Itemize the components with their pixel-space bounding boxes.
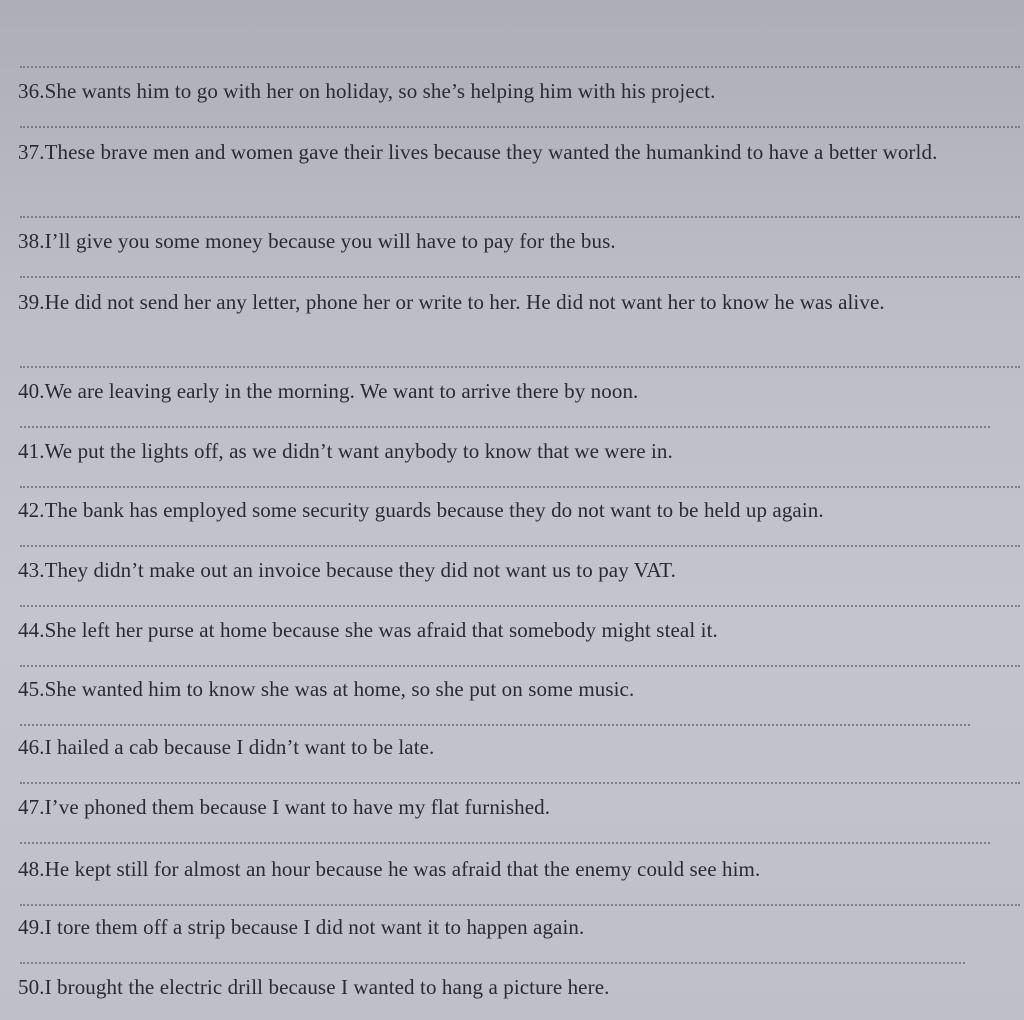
exercise-49: 49.I tore them off a strip because I did not want it to happen again. bbox=[18, 915, 585, 939]
exercise-number: 36 bbox=[18, 79, 40, 103]
exercise-text: She left her purse at home because she was afraid that somebody might steal it. bbox=[44, 618, 718, 642]
answer-line bbox=[20, 962, 965, 964]
exercise-number: 41 bbox=[18, 439, 40, 463]
answer-line bbox=[20, 782, 1020, 784]
exercise-44: 44.She left her purse at home because she was afraid that somebody might steal it. bbox=[18, 618, 718, 642]
answer-line bbox=[20, 545, 1020, 547]
exercise-text: I’ve phoned them because I want to have my flat furnished. bbox=[44, 795, 551, 819]
exercise-41: 41.We put the lights off, as we didn’t want anybody to know that we were in. bbox=[18, 439, 673, 463]
answer-line bbox=[20, 486, 1020, 488]
exercise-text: We put the lights off, as we didn’t want anybody to know that we were in. bbox=[44, 439, 673, 463]
answer-line bbox=[20, 904, 1020, 906]
exercise-number: 49 bbox=[18, 915, 40, 939]
exercise-43: 43.They didn’t make out an invoice because they did not want us to pay VAT. bbox=[18, 558, 676, 582]
exercise-number: 42 bbox=[18, 498, 40, 522]
exercise-48: 48.He kept still for almost an hour because he was afraid that the enemy could see him. bbox=[18, 857, 761, 881]
exercise-text: She wants him to go with her on holiday, so she’s helping him with his project. bbox=[44, 79, 716, 103]
exercise-36: 36.She wants him to go with her on holiday, so she’s helping him with his project. bbox=[18, 79, 716, 103]
exercise-text: The bank has employed some security guards because they do not want to be held up again. bbox=[44, 498, 824, 522]
exercise-40: 40.We are leaving early in the morning. We want to arrive there by noon. bbox=[18, 379, 639, 403]
exercise-text: These brave men and women gave their lives because they wanted the humankind to have a better world. bbox=[44, 140, 938, 164]
answer-line bbox=[20, 842, 990, 844]
exercise-text: He kept still for almost an hour because he was afraid that the enemy could see him. bbox=[44, 857, 761, 881]
exercise-text: I brought the electric drill because I wanted to hang a picture here. bbox=[44, 975, 610, 999]
exercise-46: 46.I hailed a cab because I didn’t want to be late. bbox=[18, 735, 435, 759]
exercise-number: 48 bbox=[18, 857, 40, 881]
exercise-number: 45 bbox=[18, 677, 40, 701]
exercise-39: 39.He did not send her any letter, phone her or write to her. He did not want her to know he was alive. bbox=[18, 290, 885, 314]
answer-line bbox=[20, 426, 990, 428]
exercise-45: 45.She wanted him to know she was at home, so she put on some music. bbox=[18, 677, 635, 701]
answer-line bbox=[20, 66, 1020, 68]
exercise-number: 40 bbox=[18, 379, 40, 403]
answer-line bbox=[20, 665, 1020, 667]
exercise-number: 44 bbox=[18, 618, 40, 642]
exercise-text: I’ll give you some money because you will have to pay for the bus. bbox=[44, 229, 616, 253]
exercise-number: 43 bbox=[18, 558, 40, 582]
exercise-50: 50.I brought the electric drill because I wanted to hang a picture here. bbox=[18, 975, 610, 999]
answer-line bbox=[20, 724, 970, 726]
exercise-text: I tore them off a strip because I did not want it to happen again. bbox=[44, 915, 585, 939]
answer-line bbox=[20, 276, 1020, 278]
exercise-number: 38 bbox=[18, 229, 40, 253]
exercise-text: They didn’t make out an invoice because they did not want us to pay VAT. bbox=[44, 558, 676, 582]
exercise-number: 37 bbox=[18, 140, 40, 164]
exercise-42: 42.The bank has employed some security guards because they do not want to be held up again. bbox=[18, 498, 824, 522]
answer-line bbox=[20, 605, 1020, 607]
exercise-text: I hailed a cab because I didn’t want to be late. bbox=[44, 735, 435, 759]
answer-line bbox=[20, 366, 1020, 368]
exercise-47: 47.I’ve phoned them because I want to have my flat furnished. bbox=[18, 795, 551, 819]
exercise-number: 50 bbox=[18, 975, 40, 999]
answer-line bbox=[20, 216, 1020, 218]
exercise-text: He did not send her any letter, phone her or write to her. He did not want her to know he was alive. bbox=[44, 290, 885, 314]
exercise-text: She wanted him to know she was at home, so she put on some music. bbox=[44, 677, 635, 701]
exercise-number: 47 bbox=[18, 795, 40, 819]
exercise-text: We are leaving early in the morning. We want to arrive there by noon. bbox=[44, 379, 639, 403]
exercise-number: 39 bbox=[18, 290, 40, 314]
exercise-38: 38.I’ll give you some money because you will have to pay for the bus. bbox=[18, 229, 616, 253]
exercise-37: 37.These brave men and women gave their lives because they wanted the humankind to have a better world. bbox=[18, 140, 938, 164]
exercise-number: 46 bbox=[18, 735, 40, 759]
answer-line bbox=[20, 126, 1020, 128]
